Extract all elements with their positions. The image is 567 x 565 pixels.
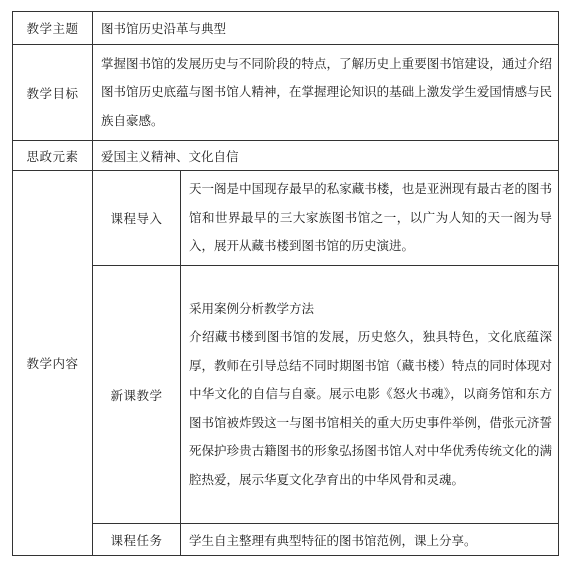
ideology-value: 爱国主义精神、文化自信	[93, 141, 559, 171]
objective-row	[13, 45, 559, 141]
new-lesson-value: 介绍藏书楼到图书馆的发展，历史悠久，独具特色，文化底蕴深厚，教师在引导总结不同时期图书馆（藏书楼）特点的同时体现对中华文化的自信与自豪。展示电影《怒火书魂》，以商务馆和东方图书馆被炸毁这一与图书馆相关的重大历史事件举例，借张元济誓死保护珍贵古籍图书的形象弘扬图书馆人对中华优秀传统文化的满腔热爱，展示华夏文化孕育出的中华风骨和灵魂。	[189, 329, 553, 487]
task-label: 课程任务	[93, 524, 181, 556]
content-label: 教学内容	[13, 171, 93, 556]
intro-row	[13, 171, 559, 266]
objective-label: 教学目标	[13, 45, 93, 141]
new-lesson-row	[13, 266, 559, 524]
theme-label: 教学主题	[13, 12, 93, 45]
task-value: 学生自主整理有典型特征的图书馆范例，课上分享。	[181, 524, 559, 556]
intro-label: 课程导入	[93, 171, 181, 266]
new-lesson-cell	[181, 266, 559, 524]
ideology-label: 思政元素	[13, 141, 93, 171]
task-row	[13, 524, 559, 556]
new-lesson-method: 采用案例分析教学方法	[189, 300, 315, 316]
theme-value: 图书馆历史沿革与典型	[93, 12, 559, 45]
objective-value: 掌握图书馆的发展历史与不同阶段的特点，了解历史上重要图书馆建设，通过介绍图书馆历史底蕴与图书馆人精神，在掌握理论知识的基础上激发学生爱国情感与民族自豪感。	[93, 45, 559, 141]
ideology-row	[13, 141, 559, 171]
intro-value: 天一阁是中国现存最早的私家藏书楼，也是亚洲现有最古老的图书馆和世界最早的三大家族图书馆之一，以广为人知的天一阁为导入，展开从藏书楼到图书馆的历史演进。	[181, 171, 559, 266]
lesson-plan-table	[12, 11, 559, 556]
new-lesson-label: 新课教学	[93, 266, 181, 524]
theme-row	[13, 12, 559, 45]
